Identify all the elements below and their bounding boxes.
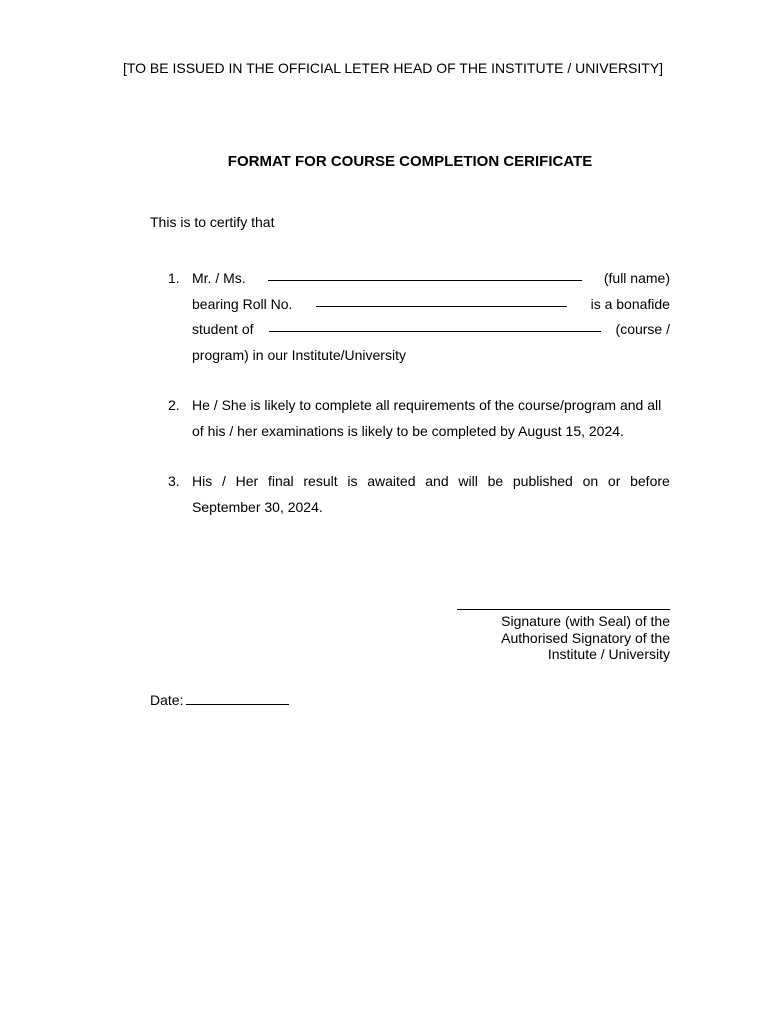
document-title: FORMAT FOR COURSE COMPLETION CERIFICATE	[227, 153, 593, 170]
result-word: awaited	[367, 473, 416, 489]
result-word: final	[267, 473, 294, 489]
date-label: Date:	[150, 692, 184, 708]
completion-line-2: of his / her examinations is likely to be completed by August 15, 2024.	[192, 422, 624, 439]
result-word: will	[458, 473, 478, 489]
result-word: result	[303, 473, 338, 489]
roll-label: bearing Roll No.	[192, 295, 293, 312]
list-item-2	[168, 393, 670, 444]
result-word: and	[425, 473, 449, 489]
course-blank[interactable]	[269, 317, 601, 332]
list-item-3	[168, 469, 670, 520]
course-line	[192, 317, 670, 343]
full-name-blank[interactable]	[268, 266, 582, 281]
signature-line[interactable]	[457, 609, 670, 610]
result-line-1	[192, 469, 670, 495]
signature-block	[400, 613, 670, 663]
course-hint: (course /	[615, 321, 670, 337]
list-item-1	[168, 266, 670, 368]
letterhead-note: [TO BE ISSUED IN THE OFFICIAL LETER HEAD OF THE INSTITUTE / UNIVERSITY]	[122, 60, 664, 76]
roll-number-blank[interactable]	[316, 292, 567, 307]
result-word: Her	[235, 473, 259, 489]
student-of-text: student of	[192, 321, 254, 337]
completion-line-1	[192, 393, 670, 419]
result-word: or	[607, 473, 621, 489]
result-word: is	[347, 473, 358, 489]
result-word: before	[630, 473, 670, 489]
result-word: on	[582, 473, 599, 489]
list-number: 2.	[168, 397, 180, 413]
list-number: 1.	[168, 270, 180, 286]
bonafide-text: is a bonafide	[590, 295, 670, 312]
intro-text: This is to certify that	[150, 214, 275, 230]
result-word: His	[192, 473, 213, 489]
result-word: /	[221, 473, 226, 489]
completion-text-1: He / She is likely to complete all requirements of the course/program and all	[192, 397, 662, 413]
signature-text-2: Authorised Signatory of the	[501, 629, 670, 646]
program-line: program) in our Institute/University	[192, 346, 406, 363]
signature-text-3: Institute / University	[547, 646, 670, 662]
result-line-2: September 30, 2024.	[192, 498, 323, 515]
signature-text-1: Signature (with Seal) of the	[501, 613, 670, 629]
result-word: published	[512, 473, 573, 489]
roll-line	[192, 292, 670, 318]
date-row	[150, 691, 289, 708]
result-word: be	[487, 473, 504, 489]
date-blank[interactable]	[186, 691, 289, 705]
list-number: 3.	[168, 473, 180, 489]
salutation-text: Mr. / Ms.	[192, 270, 246, 286]
name-line	[192, 266, 670, 292]
full-name-hint: (full name)	[603, 270, 670, 286]
